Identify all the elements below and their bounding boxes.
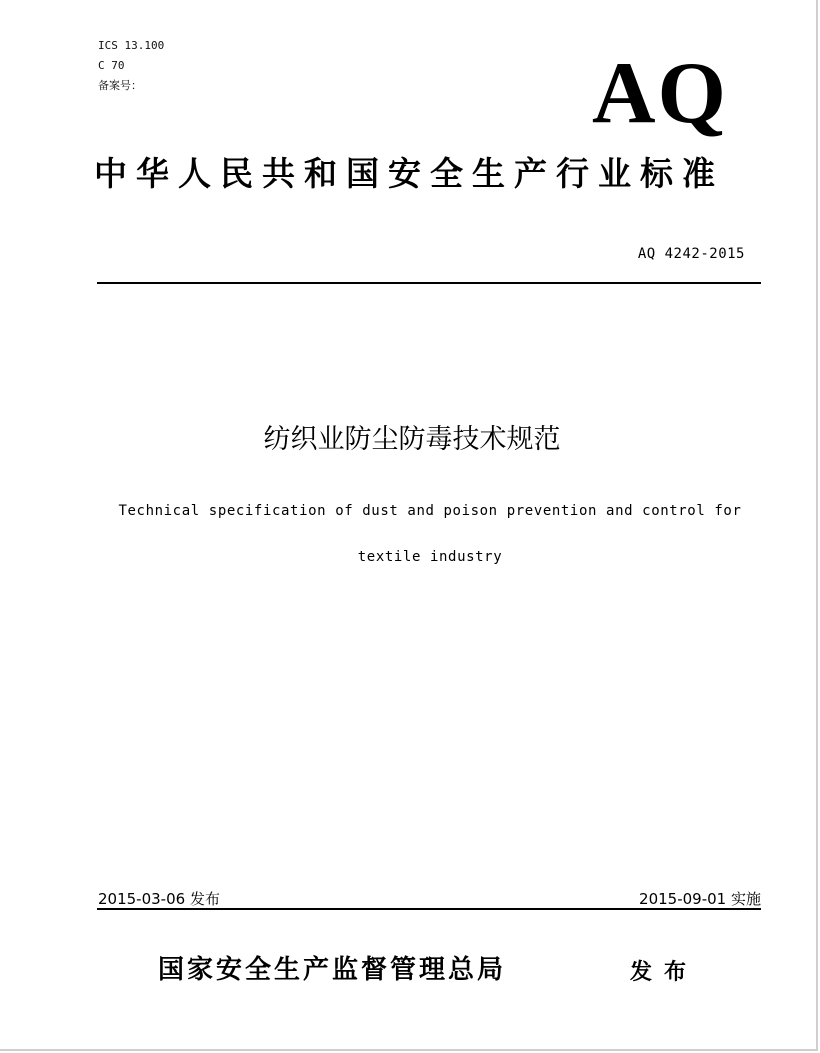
- date-row: [98, 888, 761, 910]
- issuing-authority: 国家安全生产监督管理总局: [158, 955, 507, 985]
- document-title-chinese: 纺织业防尘防毒技术规范: [263, 424, 561, 455]
- effective-date: 2015-09-01 实施: [639, 890, 761, 908]
- english-title-line-1: Technical specification of dust and poison prevention and control for: [118, 503, 742, 519]
- bottom-divider: [97, 908, 761, 910]
- filing-number-label: 备案号：: [98, 79, 142, 92]
- standard-category-title: 中华人民共和国安全生产行业标准: [94, 154, 724, 193]
- ics-code: ICS 13.100: [98, 39, 165, 52]
- ccs-code: C 70: [98, 59, 125, 72]
- standard-number: AQ 4242-2015: [637, 246, 745, 262]
- top-divider: [97, 282, 761, 284]
- header-meta: [98, 36, 164, 96]
- aq-logo: AQ: [592, 45, 728, 142]
- document-title-english: [60, 488, 800, 580]
- issue-action: 发布: [630, 959, 699, 985]
- issue-date: 2015-03-06 发布: [98, 890, 220, 908]
- english-title-line-2: textile industry: [357, 549, 503, 565]
